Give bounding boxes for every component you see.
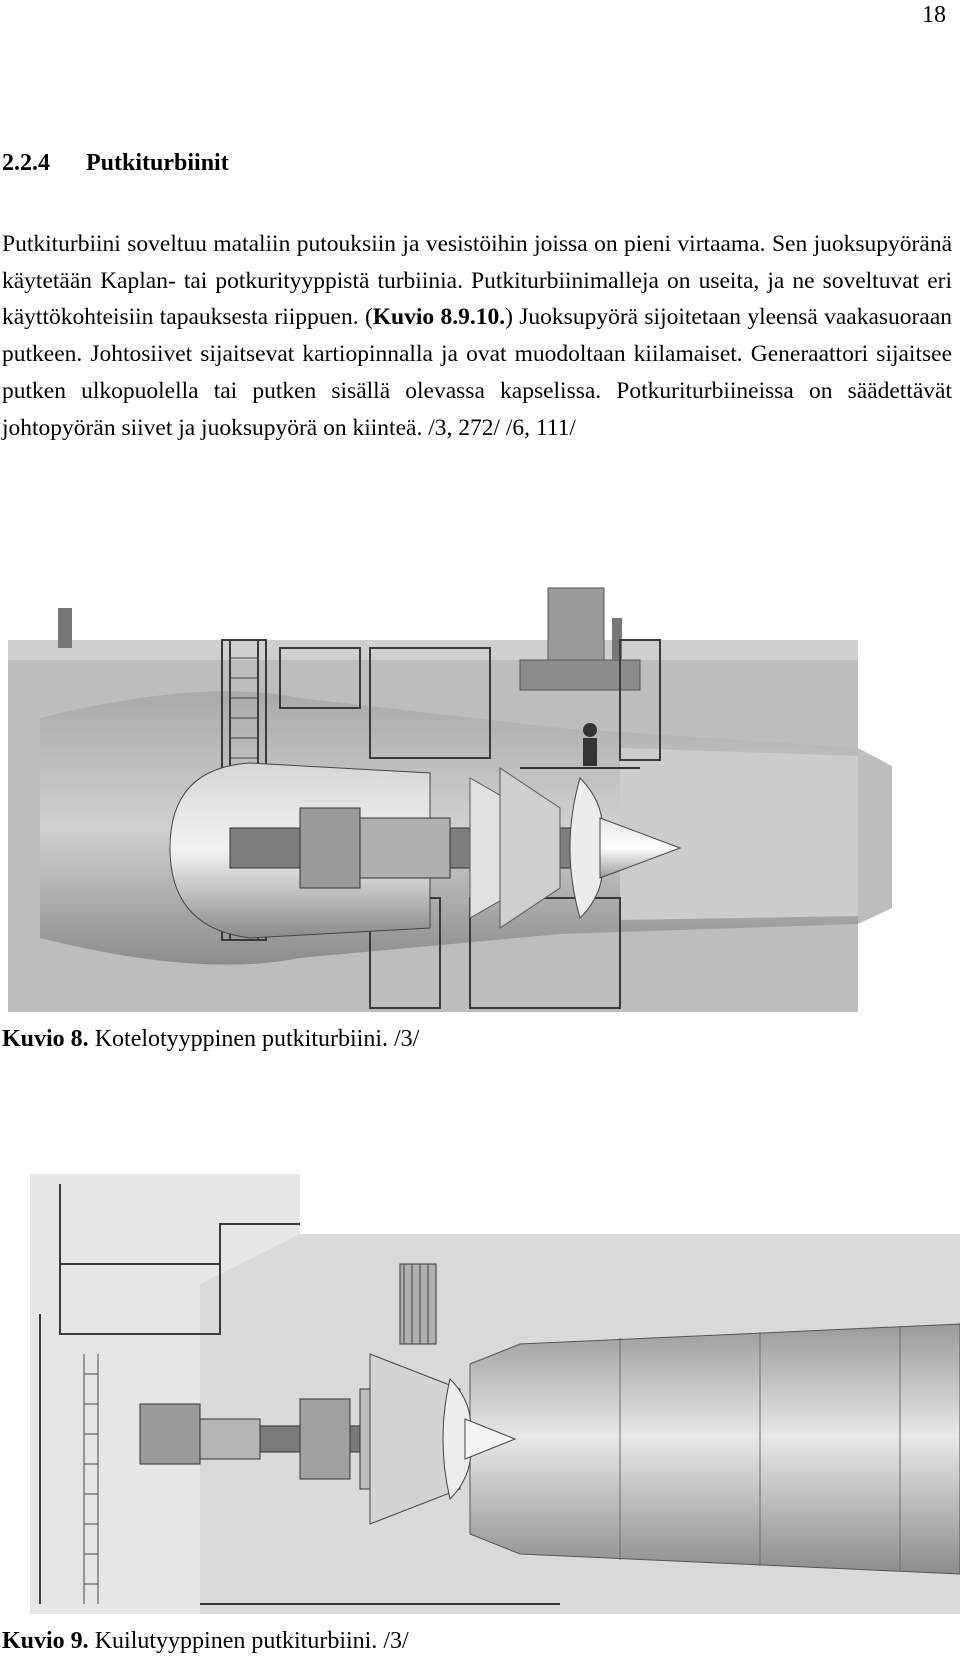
paragraph-text-2: ) Juoksupyörä sijoitetaan yleensä vaakasuoraan putkeen. Johtosiivet sijaitsevat kartiopinnalla ja ovat muodoltaan kiilamaiset. Generaattori sijaitsee putken ulkopuolella tai putken sisällä olevassa kapselissa. Potkuriturbiineissa on säädettävät johtopyörän siivet ja juoksupyörä on kiinteä. /3, 272/ /6, 111/ xyxy=(2,304,952,441)
figure-9-drawing xyxy=(0,1164,960,1626)
figure-8-label: Kuvio 8. xyxy=(2,1026,89,1052)
figure-9-caption-text: Kuilutyyppinen putkiturbiini. /3/ xyxy=(88,1628,409,1654)
figure-8-drawing xyxy=(0,578,960,1016)
paragraph-ref-open: ( xyxy=(364,304,373,331)
figure-9-label: Kuvio 9. xyxy=(2,1628,89,1654)
section-number: 2.2.4 xyxy=(2,150,50,176)
page-number: 18 xyxy=(922,2,946,28)
body-paragraph xyxy=(2,226,952,446)
figure-9-caption xyxy=(2,1628,409,1655)
figure-reference: Kuvio 8.9.10. xyxy=(372,304,506,331)
section-heading xyxy=(2,150,229,177)
section-title: Putkiturbiinit xyxy=(86,150,229,176)
figure-8-caption xyxy=(2,1026,419,1053)
paragraph-text-1: Putkiturbiini soveltuu mataliin putouksiin ja vesistöihin joissa on pieni virtaama. Sen juoksupyöränä käytetään Kaplan- tai potkurityyppistä turbiinia. Putkiturbiinimalleja on useita, ja ne soveltuvat eri käyttökohteisiin tapauksesta riippuen. xyxy=(2,231,952,331)
figure-8-caption-text: Kotelotyyppinen putkiturbiini. /3/ xyxy=(88,1026,420,1052)
